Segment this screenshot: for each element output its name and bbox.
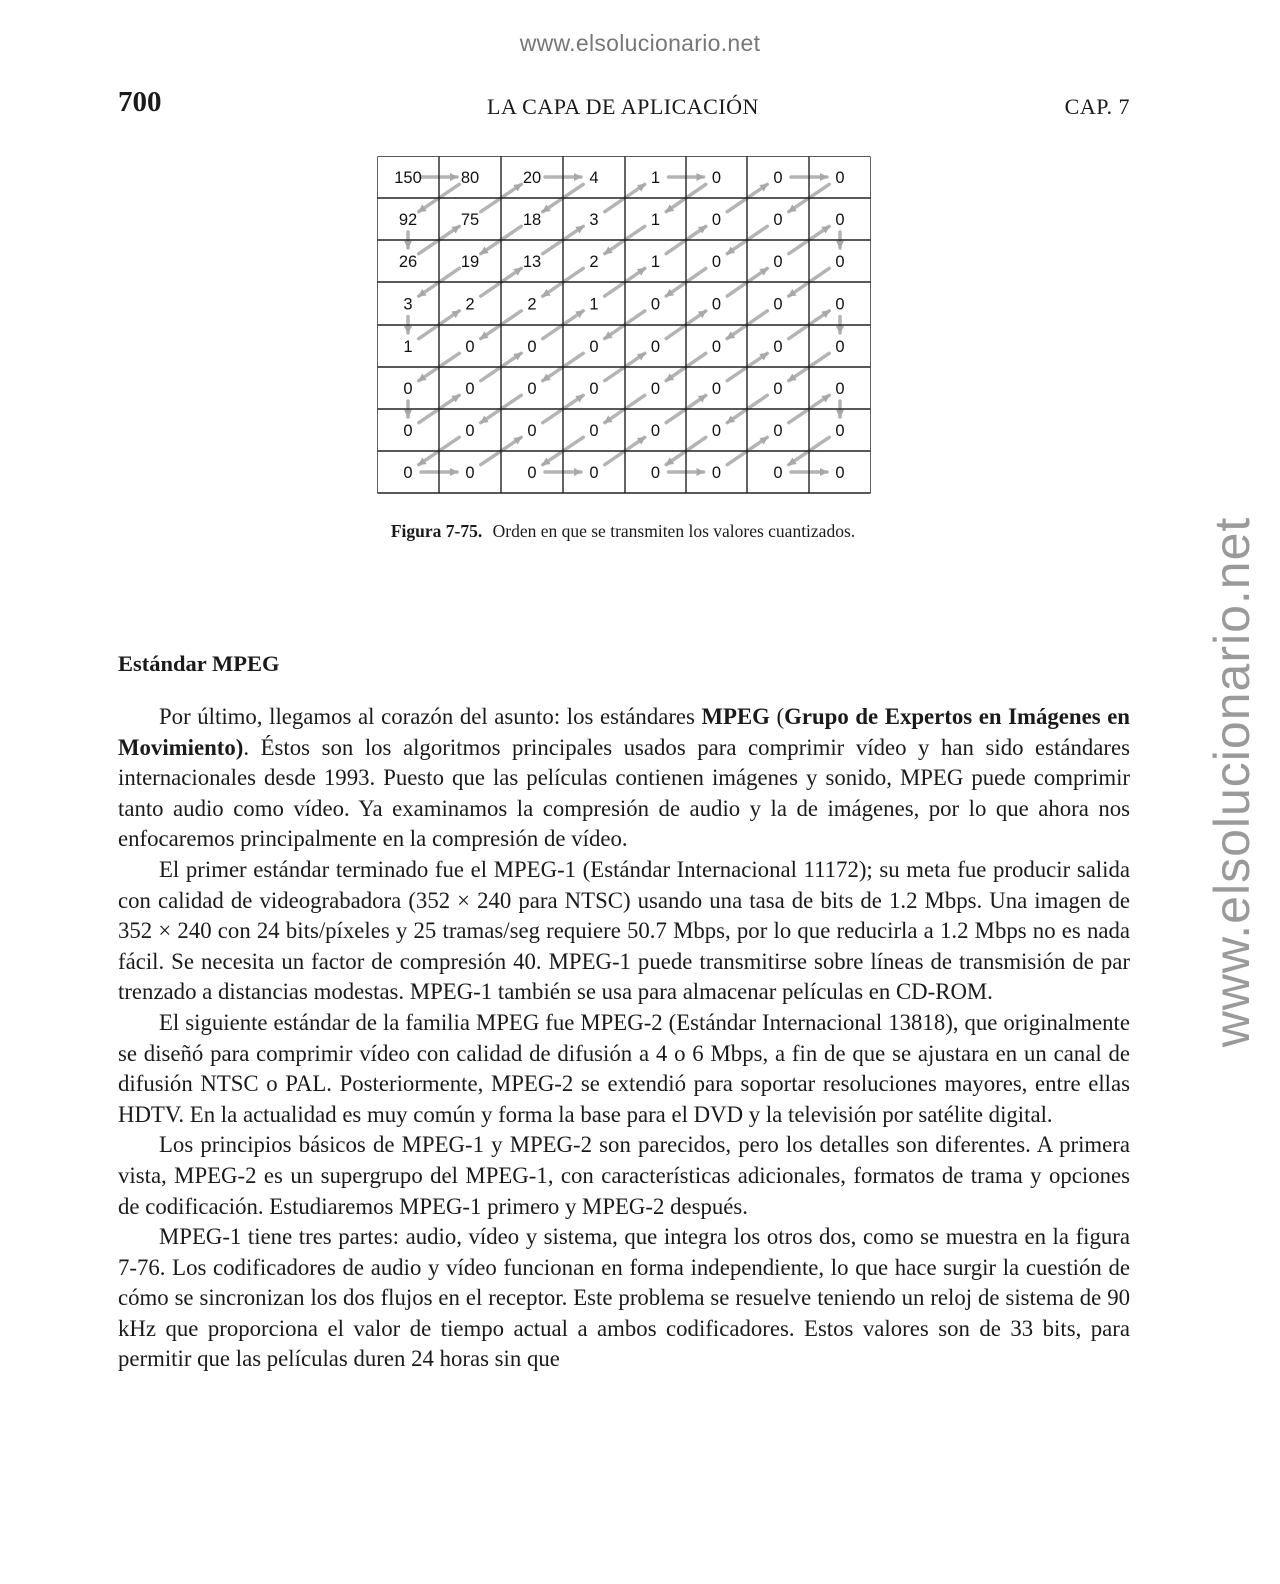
grid-cell-value: 0 <box>465 422 475 440</box>
grid-cell-value: 0 <box>835 464 845 482</box>
running-title: LA CAPA DE APLICACIÓN <box>487 94 759 119</box>
grid-cell-value: 0 <box>650 464 661 482</box>
grid-cell-value: 0 <box>403 464 413 482</box>
grid-cell-value: 2 <box>527 295 537 314</box>
figure-label: Figura 7-75. <box>390 521 483 541</box>
grid-cell-value: 0 <box>773 422 783 440</box>
grid-cell-value: 20 <box>522 169 542 187</box>
figure-caption <box>0 521 1246 542</box>
p1-text-1: Por último, llegamos al corazón del asunto: los estándares <box>159 704 702 729</box>
grid-cell-value: 0 <box>465 338 475 356</box>
grid-cell-value: 0 <box>403 380 413 398</box>
grid-cell-value: 0 <box>773 211 783 229</box>
paragraph-3: El siguiente estándar de la familia MPEG fue MPEG-2 (Estándar Internacional 13818), que originalmente se diseñó para comprimir vídeo con calidad de difusión a 4 o 6 Mbps, a fin de que se ajustara en un canal de difusión NTSC o PAL. Posteriormente, MPEG-2 se extendió para soportar resoluciones mayores, entre ellas HDTV. En la actualidad es muy común y forma la base para el DVD y la televisión por satélite digital. <box>118 1009 1130 1127</box>
grid-cell-value: 0 <box>711 464 722 482</box>
grid-cell-value: 2 <box>465 295 475 314</box>
grid-cell-value: 1 <box>403 338 413 356</box>
grid-cell-value: 0 <box>650 380 661 398</box>
grid-cell-value: 92 <box>398 211 418 229</box>
grid-cell-value: 0 <box>403 422 413 440</box>
grid-cell-value: 1 <box>650 253 661 271</box>
chapter-label: CAP. 7 <box>1064 94 1130 119</box>
grid-cell-value: 1 <box>650 211 661 229</box>
grid-cell-value: 0 <box>835 295 845 314</box>
body-text <box>118 702 1130 1375</box>
grid-cell-value: 0 <box>589 422 599 440</box>
p1-text-3: . Éstos son los algoritmos principales usados para comprimir vídeo y han sido estándares internacionales desde 1993. Puesto que las películas contienen imágenes y sonido, MPEG puede comprimir tanto audio como vídeo. Ya examinamos la compresión de audio y la de imágenes, por lo que ahora nos enfocaremos principalmente en la compresión de vídeo. <box>118 734 1130 852</box>
grid-cell-value: 3 <box>589 211 599 229</box>
section-title: Estándar MPEG <box>118 651 280 676</box>
grid-cell-value: 80 <box>460 169 480 187</box>
grid-cell-value: 18 <box>522 211 542 229</box>
grid-cell-value: 0 <box>589 338 599 356</box>
figure-caption-text: Orden en que se transmiten los valores cuantizados. <box>492 521 856 541</box>
grid-cell-value: 0 <box>650 295 661 314</box>
grid-cell-value: 19 <box>460 253 480 271</box>
grid-cell-value: 0 <box>589 380 599 398</box>
grid-cell-value: 2 <box>589 253 599 271</box>
watermark-top: www.elsolucionario.net <box>519 30 761 56</box>
grid-cell-value: 0 <box>835 253 845 271</box>
grid-cell-value: 0 <box>711 338 722 356</box>
grid-cell-value: 150 <box>394 169 422 187</box>
grid-cell-value: 0 <box>773 295 783 314</box>
p1-text-2: ( <box>769 704 785 729</box>
grid-cell-value: 0 <box>465 380 475 398</box>
zigzag-figure <box>377 156 871 494</box>
grid-cell-value: 0 <box>773 169 783 187</box>
grid-cell-value: 0 <box>711 211 722 229</box>
paragraph-5: MPEG-1 tiene tres partes: audio, vídeo y sistema, que integra los otros dos, como se muestra en la figura 7-76. Los codificadores de audio y vídeo funcionan en forma independiente, lo que hace surgir la cuestión de cómo se sincronizan los dos flujos en el receptor. Este problema se resuelve teniendo un reloj de sistema de 90 kHz que proporciona el valor de tiempo actual a ambos codificadores. Estos valores son de 33 bits, para permitir que las películas duren 24 horas sin que <box>118 1224 1130 1372</box>
grid-cell-value: 0 <box>773 380 783 398</box>
grid-cell-value: 0 <box>465 464 475 482</box>
page-number: 700 <box>118 86 162 118</box>
grid-cell-value: 4 <box>589 169 599 187</box>
grid-cell-value: 0 <box>711 422 722 440</box>
grid-cell-value: 0 <box>835 380 845 398</box>
grid-cell-value: 0 <box>650 422 661 440</box>
grid-cell-value: 0 <box>589 464 599 482</box>
grid-cell-value: 1 <box>589 295 599 314</box>
grid-cell-value: 13 <box>522 253 542 271</box>
grid-cell-value: 0 <box>711 169 722 187</box>
grid-cell-value: 75 <box>460 211 480 229</box>
grid-cell-value: 0 <box>835 422 845 440</box>
grid-cell-value: 1 <box>650 169 661 187</box>
grid-cell-value: 26 <box>398 253 418 271</box>
grid-cell-value: 0 <box>650 338 661 356</box>
grid-cell-value: 0 <box>527 422 537 440</box>
paragraph-4: Los principios básicos de MPEG-1 y MPEG-2 son parecidos, pero los detalles son diferentes. A primera vista, MPEG-2 es un supergrupo del MPEG-1, con características adicionales, formatos de trama y opciones de codificación. Estudiaremos MPEG-1 primero y MPEG-2 después. <box>118 1132 1130 1219</box>
grid-cell-value: 0 <box>527 338 537 356</box>
watermark-side: www.elsolucionario.net <box>1204 516 1260 1048</box>
grid-cell-value: 3 <box>403 295 413 314</box>
grid-cell-value: 0 <box>527 380 537 398</box>
paragraph-1 <box>118 702 1130 855</box>
grid-cell-value: 0 <box>711 380 722 398</box>
grid-cell-value: 0 <box>835 211 845 229</box>
p1-bold-expansion: Grupo de Expertos en Imágenes en Movimiento) <box>118 704 1130 760</box>
grid-cell-value: 0 <box>773 464 783 482</box>
grid-cell-value: 0 <box>527 464 537 482</box>
paragraph-2: El primer estándar terminado fue el MPEG-1 (Estándar Internacional 11172); su meta fue producir salida con calidad de videograbadora (352 × 240 para NTSC) usando una tasa de bits de 1.2 Mbps. Una imagen de 352 × 240 con 24 bits/píxeles y 25 tramas/seg requiere 50.7 Mbps, por lo que reducirla a 1.2 Mbps no es nada fácil. Se necesita un factor de compresión 40. MPEG-1 puede transmitirse sobre líneas de transmisión de par trenzado a distancias modestas. MPEG-1 también se usa para almacenar películas en CD-ROM. <box>118 856 1130 1005</box>
p1-bold-mpeg: MPEG <box>701 704 770 729</box>
grid-cell-value: 0 <box>711 253 722 271</box>
grid-cell-value: 0 <box>711 295 722 314</box>
grid-cell-value: 0 <box>773 253 783 271</box>
grid-cell-value: 0 <box>835 169 845 187</box>
grid-cell-value: 0 <box>835 338 845 356</box>
grid-cell-value: 0 <box>773 338 783 356</box>
